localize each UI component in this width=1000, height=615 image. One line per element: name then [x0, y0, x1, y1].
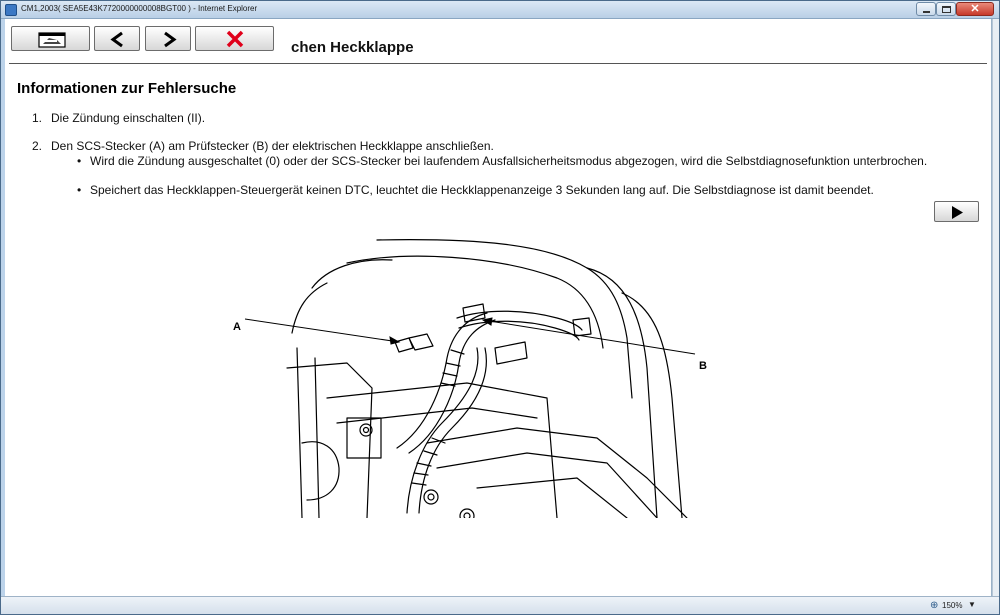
status-bar [1, 596, 999, 614]
diagram-label-b: B [699, 360, 707, 372]
forward-button[interactable] [145, 26, 191, 51]
step-1-text: Die Zündung einschalten (II). [51, 111, 206, 125]
maximize-icon [942, 6, 951, 13]
vertical-scrollbar[interactable] [992, 19, 999, 596]
page-title: chen Heckklappe [291, 39, 414, 56]
diagram-label-a: A [233, 321, 241, 333]
page-content [5, 19, 992, 596]
window-title: CM1,2003( SEA5E43K7720000000008BGT00 ) - Internet Explorer [21, 4, 258, 13]
print-button[interactable] [11, 26, 90, 51]
minimize-button[interactable] [916, 2, 936, 16]
arrow-right-icon [935, 202, 980, 223]
internet-explorer-icon [5, 4, 17, 16]
arrow-right-icon [146, 27, 192, 52]
window-close-button[interactable] [956, 2, 994, 16]
close-document-button[interactable] [195, 26, 274, 51]
bullet-2-text: Speichert das Heckklappen-Steuergerät keinen DTC, leuchtet die Heckklappenanzeige 3 Sekunden lang auf. Die Selbstdiagnose ist damit beendet. [90, 183, 874, 197]
minimize-icon [923, 11, 930, 13]
step-1-number: 1. [32, 111, 43, 125]
arrow-left-icon [95, 27, 141, 52]
window-close-icon: ✕ [970, 3, 980, 15]
zoom-icon: ⊕ [930, 600, 939, 611]
step-2-number: 2. [32, 139, 43, 153]
connector-location-diagram [227, 238, 717, 518]
maximize-button[interactable] [936, 2, 956, 16]
next-page-button[interactable] [934, 201, 979, 222]
bullet-2-dot: • [77, 183, 82, 197]
section-heading: Informationen zur Fehlersuche [17, 80, 237, 97]
step-2-text: Den SCS-Stecker (A) am Prüfstecker (B) der elektrischen Heckklappe anschließen. [51, 139, 494, 153]
zoom-level[interactable]: 150% [942, 601, 963, 610]
zoom-dropdown-icon[interactable]: ▼ [968, 600, 976, 609]
close-icon [196, 27, 275, 52]
title-divider [9, 63, 987, 64]
print-icon [12, 27, 91, 52]
title-bar[interactable] [1, 1, 999, 19]
bullet-1-text: Wird die Zündung ausgeschaltet (0) oder der SCS-Stecker bei laufendem Ausfallsicherheitsmodus abgezogen, wird die Selbstdiagnosefunktion unterbrochen. [90, 154, 928, 168]
bullet-1-dot: • [77, 154, 82, 168]
back-button[interactable] [94, 26, 140, 51]
